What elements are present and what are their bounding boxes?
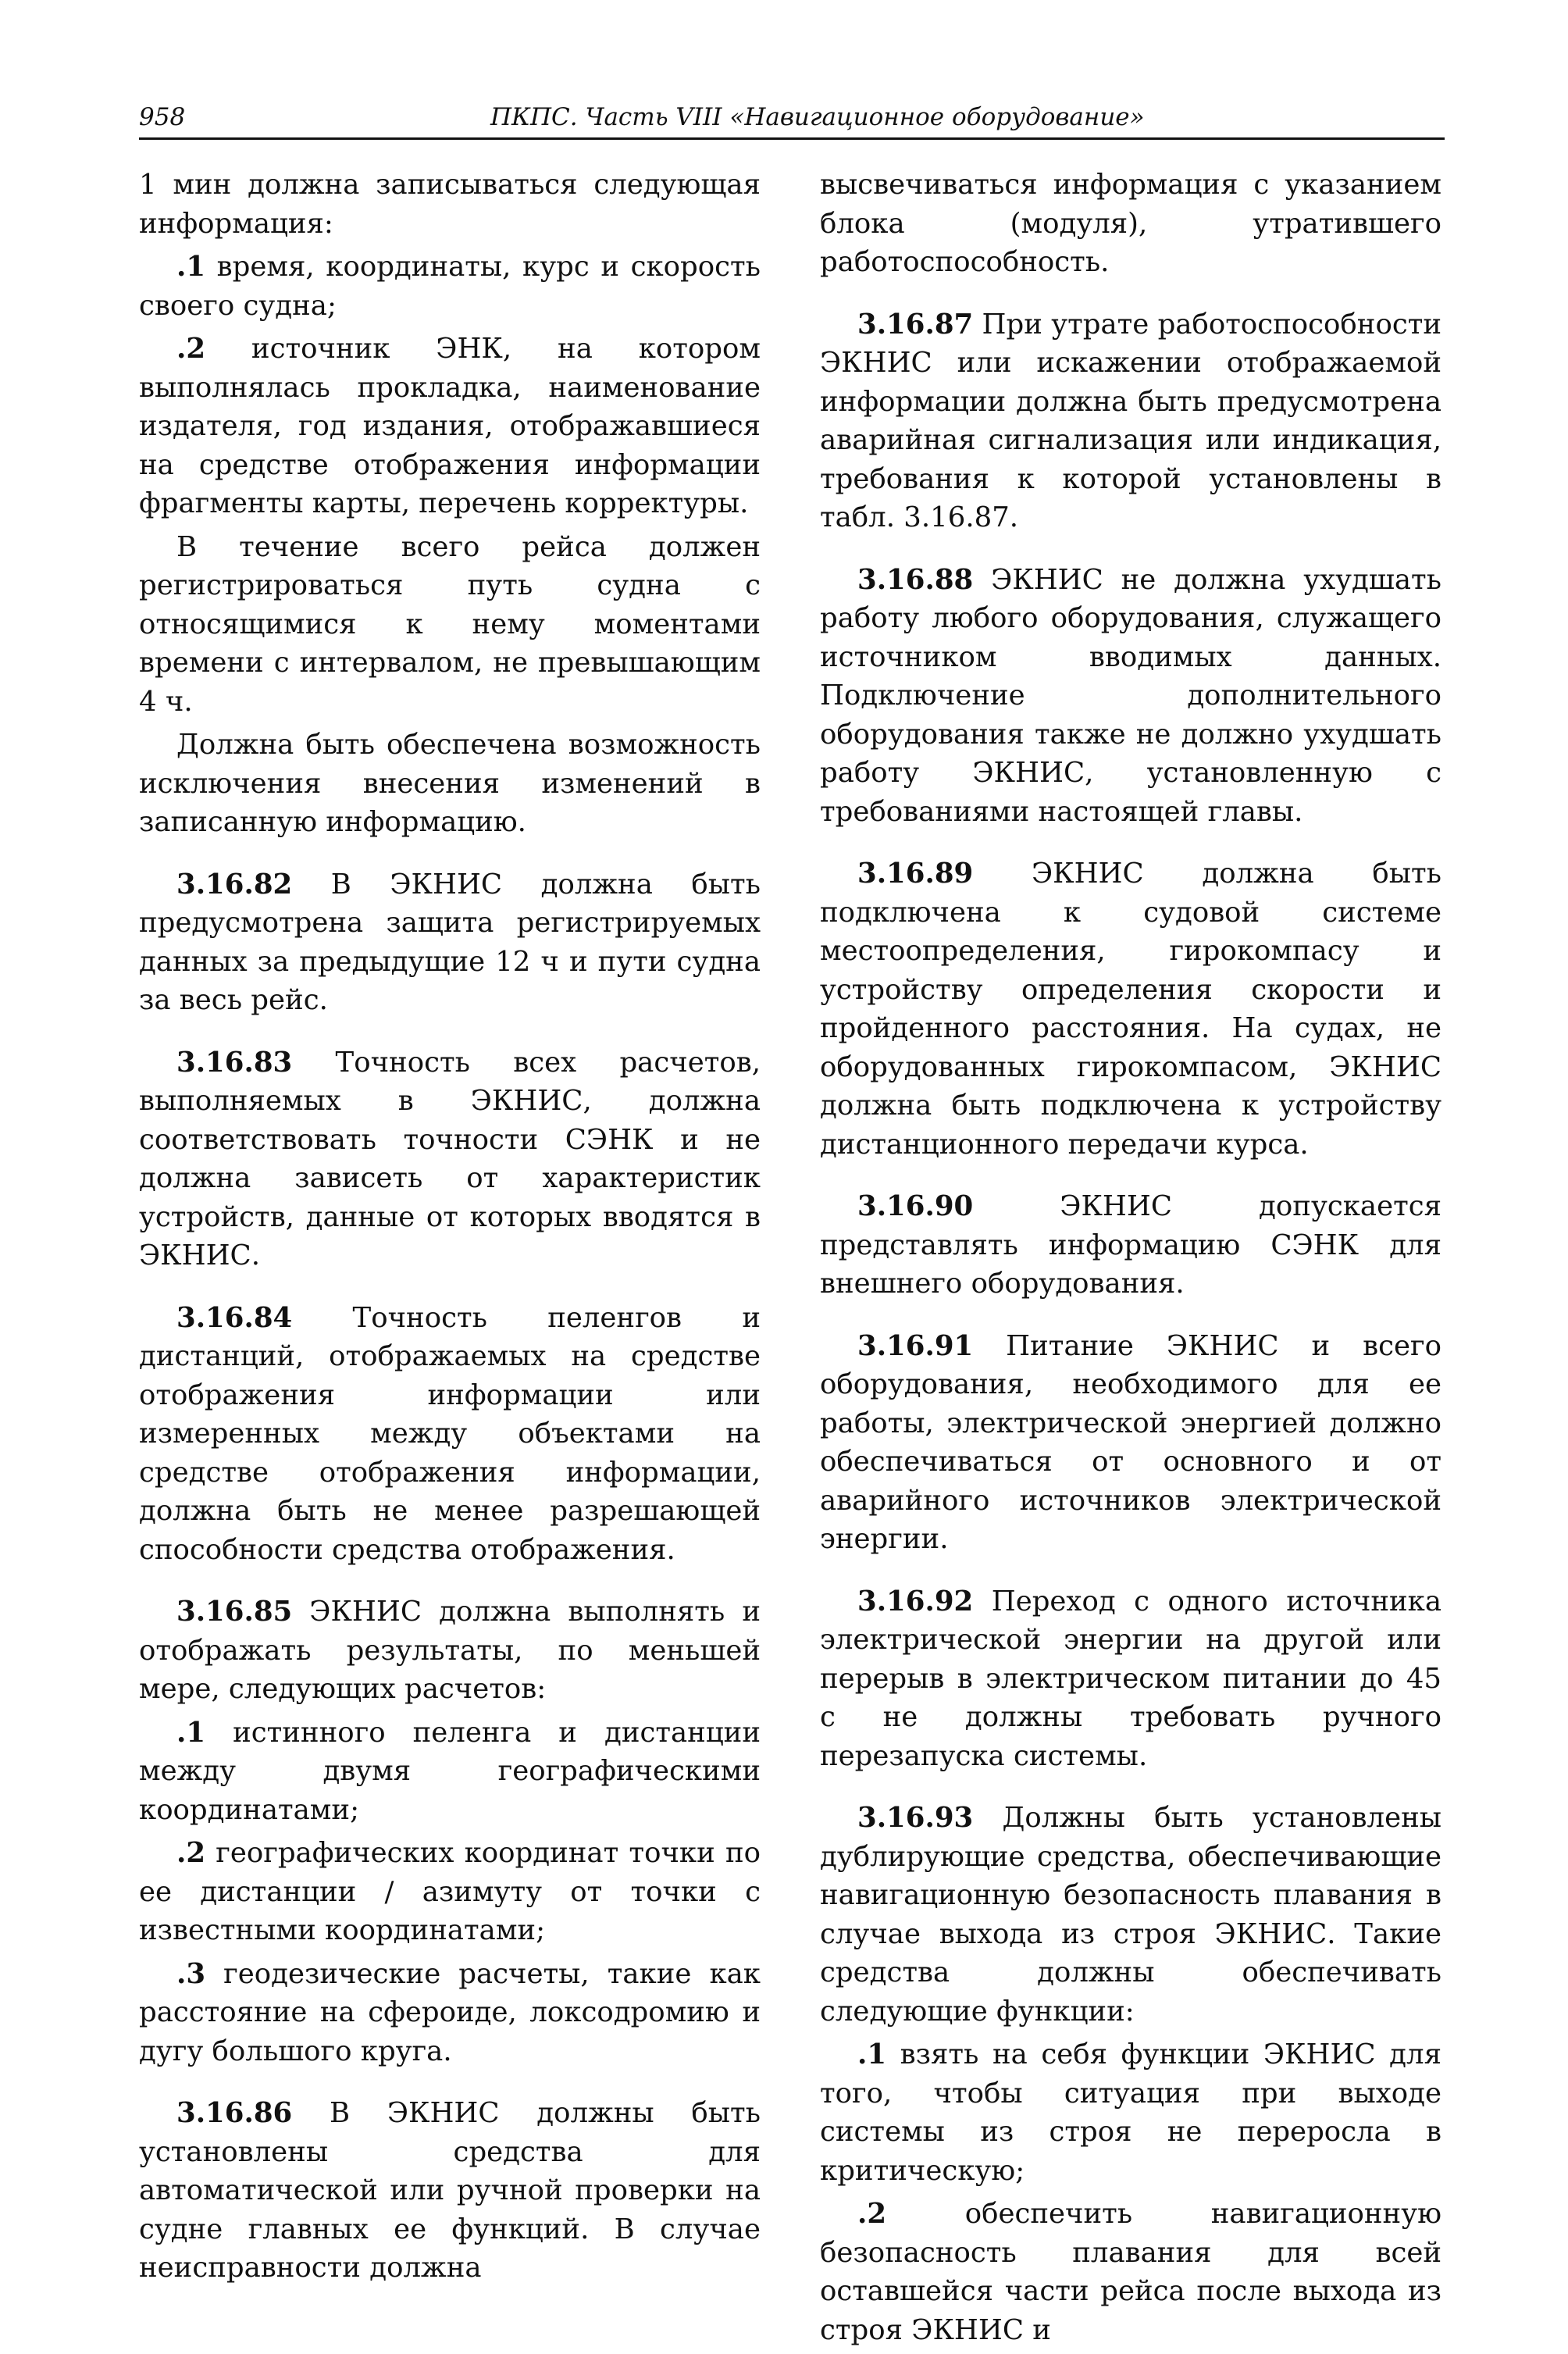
- page-number: 958: [139, 103, 186, 131]
- item-number: .2: [176, 333, 206, 365]
- section-text: При утрате работоспособности ЭКНИС или искажении отображаемой информации должна быть предусмотрена аварийная сигнализация или индикация, требования к которой установлены в табл. 3.16.87.: [820, 308, 1441, 533]
- section-number: 3.16.90: [857, 1190, 974, 1222]
- item-number: .1: [176, 251, 206, 283]
- section-text: Точность всех расчетов, выполняемых в ЭКНИС, должна соответствовать точности СЭНК и не должна зависеть от характеристик устройств, данные от которых вводятся в ЭКНИС.: [139, 1046, 761, 1272]
- section-number: 3.16.93: [857, 1802, 974, 1834]
- paragraph: [139, 528, 761, 722]
- item-number: .2: [857, 2198, 887, 2230]
- paragraph-text: 1 мин должна записываться следующая информация:: [139, 169, 761, 240]
- section-3-16-93: [820, 1799, 1441, 2031]
- paragraph: [820, 166, 1441, 282]
- section-number: 3.16.88: [857, 563, 974, 596]
- left-column: [139, 166, 761, 2292]
- section-number: 3.16.92: [857, 1585, 974, 1617]
- section-number: 3.16.84: [176, 1301, 293, 1334]
- section-3-16-82: [139, 865, 761, 1020]
- section-text: Точность пеленгов и дистанций, отображаемых на средстве отображения информации или измеренных между объектами на средстве отображения информации, должна быть не менее разрешающей способности средства отображения.: [139, 1301, 761, 1566]
- section-3-16-89: [820, 854, 1441, 1164]
- section-number: 3.16.91: [857, 1329, 974, 1362]
- section-3-16-85: [139, 1593, 761, 1709]
- section-3-16-91: [820, 1327, 1441, 1559]
- section-text: ЭКНИС должна быть подключена к судовой системе местоопределения, гирокомпасу и устройству определения скорости и пройденного расстояния. На судах, не оборудованных гирокомпасом, ЭКНИС должна быть подключена к устройству дистанционного передачи курса.: [820, 858, 1441, 1161]
- list-item: [820, 2195, 1441, 2349]
- section-text: ЭКНИС должна выполнять и отображать результаты, по меньшей мере, следующих расчетов:: [139, 1596, 761, 1705]
- section-number: 3.16.82: [176, 868, 293, 901]
- paragraph-text: В течение всего рейса должен регистрироваться путь судна с относящимися к нему моментами времени с интервалом, не превышающим 4 ч.: [139, 530, 761, 718]
- list-item: [139, 330, 761, 523]
- section-3-16-90: [820, 1187, 1441, 1304]
- page-header: [139, 103, 1445, 140]
- section-3-16-84: [139, 1299, 761, 1570]
- item-text: взять на себя функции ЭКНИС для того, чтобы ситуация при выходе системы из строя не переросла в критическую;: [820, 2038, 1441, 2187]
- section-text: В ЭКНИС должны быть установлены средства для автоматической или ручной проверки на судне главных ее функций. В случае неисправности должна: [139, 2097, 761, 2284]
- paragraph: [139, 166, 761, 243]
- section-number: 3.16.86: [176, 2097, 293, 2129]
- section-3-16-88: [820, 561, 1441, 832]
- item-text: истинного пеленга и дистанции между двумя географическими координатами;: [139, 1716, 761, 1826]
- list-item: [139, 1834, 761, 1950]
- running-title: ПКПС. Часть VIII «Навигационное оборудование»: [490, 103, 1145, 131]
- section-3-16-83: [139, 1043, 761, 1275]
- item-text: обеспечить навигационную безопасность плавания для всей оставшейся части рейса после выхода из строя ЭКНИС и: [820, 2198, 1441, 2346]
- section-number: 3.16.83: [176, 1046, 293, 1079]
- section-number: 3.16.85: [176, 1596, 293, 1628]
- list-item: [139, 1955, 761, 2071]
- right-column: [820, 166, 1441, 2354]
- list-item: [820, 2035, 1441, 2190]
- item-text: время, координаты, курс и скорость своего судна;: [139, 251, 761, 322]
- section-text: ЭКНИС не должна ухудшать работу любого оборудования, служащего источником вводимых данных. Подключение дополнительного оборудования также не должно ухудшать работу ЭКНИС, установленную с требованиями настоящей главы.: [820, 563, 1441, 828]
- item-number: .3: [176, 1957, 206, 1990]
- section-3-16-86: [139, 2094, 761, 2288]
- item-number: .1: [857, 2038, 887, 2070]
- section-number: 3.16.87: [857, 308, 974, 341]
- item-number: .1: [176, 1716, 206, 1749]
- list-item: [139, 1714, 761, 1830]
- paragraph-text: высвечиваться информация с указанием блока (модуля), утратившего работоспособность.: [820, 169, 1441, 278]
- section-text: Должны быть установлены дублирующие средства, обеспечивающие навигационную безопасность плавания в случае выхода из строя ЭКНИС. Такие средства должны обеспечивать следующие функции:: [820, 1802, 1441, 2028]
- section-text: ЭКНИС допускается представлять информацию СЭНК для внешнего оборудования.: [820, 1190, 1441, 1300]
- section-number: 3.16.89: [857, 858, 974, 890]
- item-text: источник ЭНК, на котором выполнялась прокладка, наименование издателя, год издания, отображавшиеся на средстве отображения информации фрагменты карты, перечень корректуры.: [139, 333, 761, 519]
- list-item: [139, 248, 761, 325]
- item-text: геодезические расчеты, такие как расстояние на сфероиде, локсодромию и дугу большого круга.: [139, 1957, 761, 2067]
- item-text: географических координат точки по ее дистанции / азимуту от точки с известными координатами;: [139, 1837, 761, 1946]
- section-text: Переход с одного источника электрической энергии на другой или перерыв в электрическом питании до 45 с не должны требовать ручного перезапуска системы.: [820, 1585, 1441, 1772]
- section-3-16-92: [820, 1582, 1441, 1776]
- section-text: Питание ЭКНИС и всего оборудования, необходимого для ее работы, электрической энергией должно обеспечиваться от основного и от аварийного источников электрической энергии.: [820, 1329, 1441, 1555]
- item-number: .2: [176, 1837, 206, 1869]
- paragraph: [139, 726, 761, 842]
- section-text: В ЭКНИС должна быть предусмотрена защита регистрируемых данных за предыдущие 12 ч и пути судна за весь рейс.: [139, 868, 761, 1016]
- section-3-16-87: [820, 305, 1441, 537]
- paragraph-text: Должна быть обеспечена возможность исключения внесения изменений в записанную информацию.: [139, 729, 761, 838]
